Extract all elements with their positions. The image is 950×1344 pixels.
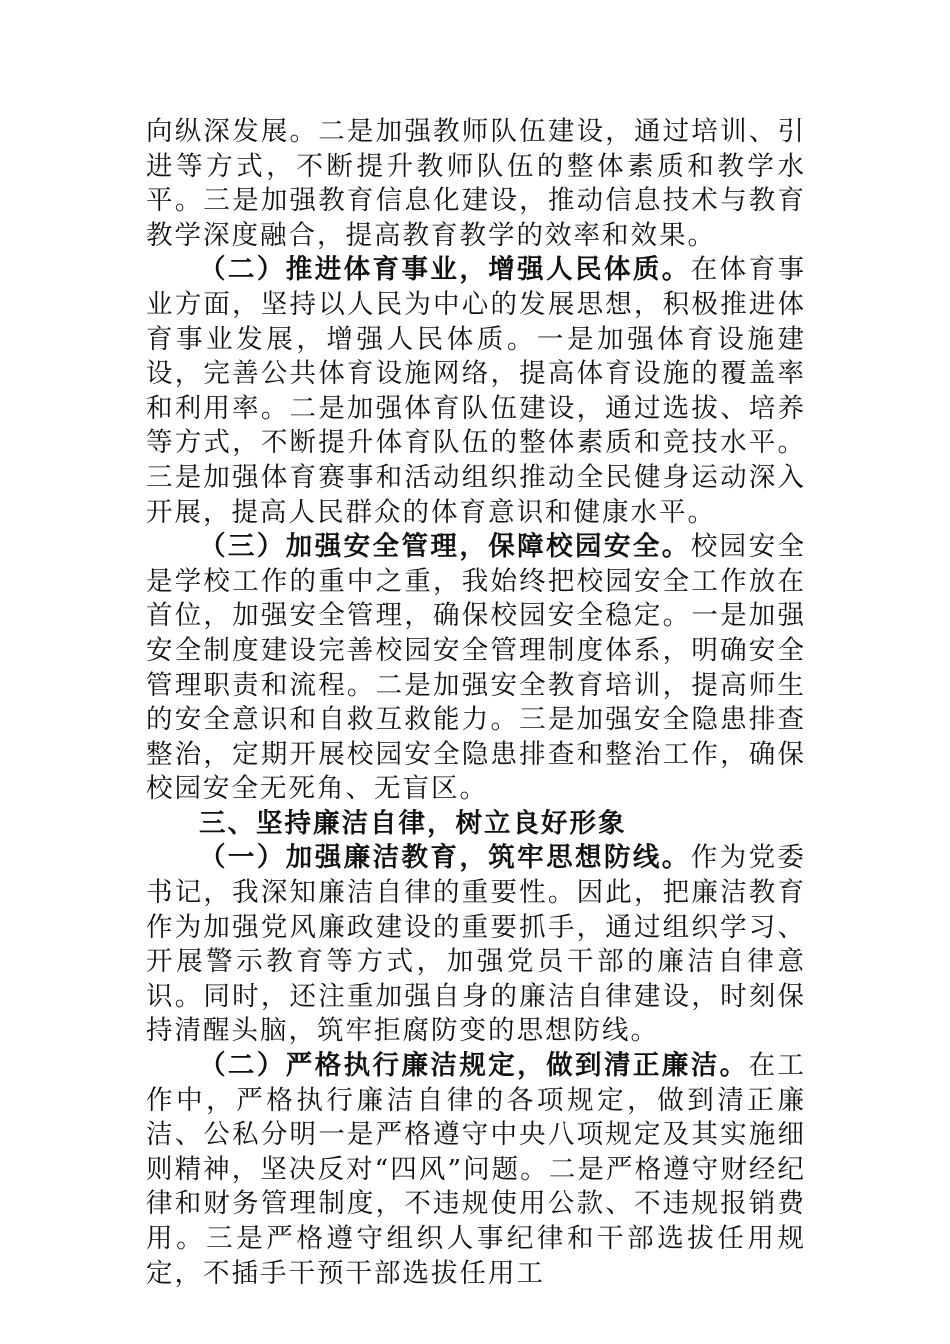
paragraph-education-continued — [146, 115, 806, 253]
paragraph-text: 作为党委书记，我深知廉洁自律的重要性。因此，把廉洁教育作为加强党风廉政建设的重要抓手，通过组织学习、开展警示教育等方式，加强党员干部的廉洁自律意识。同时，还注重加强自身的廉洁自律建设，时刻保持清醒头脑，筑牢拒腐防变的思想防线。 — [146, 842, 807, 1047]
paragraph-sports — [146, 253, 806, 530]
section-heading-text: 三、坚持廉洁自律，树立良好形象 — [199, 807, 627, 839]
paragraph-text: 向纵深发展。二是加强教师队伍建设，通过培训、引进等方式，不断提升教师队伍的整体素质和教学水平。三是加强教育信息化建设，推动信息技术与教育教学深度融合，提高教育教学的效率和效果。 — [146, 116, 806, 251]
paragraph-integrity-rules — [146, 1049, 806, 1291]
section-heading — [146, 807, 806, 842]
paragraph-text: 校园安全是学校工作的重中之重，我始终把校园安全工作放在首位，加强安全管理，确保校园安全稳定。一是加强安全制度建设完善校园安全管理制度体系，明确安全管理职责和流程。二是加强安全教育培训，提高师生的安全意识和自救互救能力。三是加强安全隐患排查整治，定期开展校园安全隐患排查和整治工作，确保校园安全无死角、无盲区。 — [146, 531, 807, 805]
paragraph-lead: （一）加强廉洁教育，筑牢思想防线。 — [199, 842, 691, 874]
paragraph-lead: （二）严格执行廉洁规定，做到清正廉洁。 — [199, 1050, 749, 1082]
paragraph-safety — [146, 530, 806, 807]
paragraph-text: 在工作中，严格执行廉洁自律的各项规定，做到清正廉洁、公私分明一是严格遵守中央八项规定及其实施细则精神，坚决反对“四风”问题。二是严格遵守财经纪律和财务管理制度，不违规使用公款、不违规报销费用。三是严格遵守组织人事纪律和干部选拔任用规定，不插手干预干部选拔任用工 — [146, 1050, 807, 1289]
document-body — [146, 115, 806, 1291]
paragraph-lead: （三）加强安全管理，保障校园安全。 — [199, 531, 691, 563]
paragraph-lead: （二）推进体育事业，增强人民体质。 — [199, 254, 691, 286]
paragraph-integrity-education — [146, 841, 806, 1049]
paragraph-text: 在体育事业方面，坚持以人民为中心的发展思想，积极推进体育事业发展，增强人民体质。一是加强体育设施建设，完善公共体育设施网络，提高体育设施的覆盖率和利用率。二是加强体育队伍建设，通过选拔、培养等方式，不断提升体育队伍的整体素质和竞技水平。三是加强体育赛事和活动组织推动全民健身运动深入开展，提高人民群众的体育意识和健康水平。 — [146, 254, 807, 528]
